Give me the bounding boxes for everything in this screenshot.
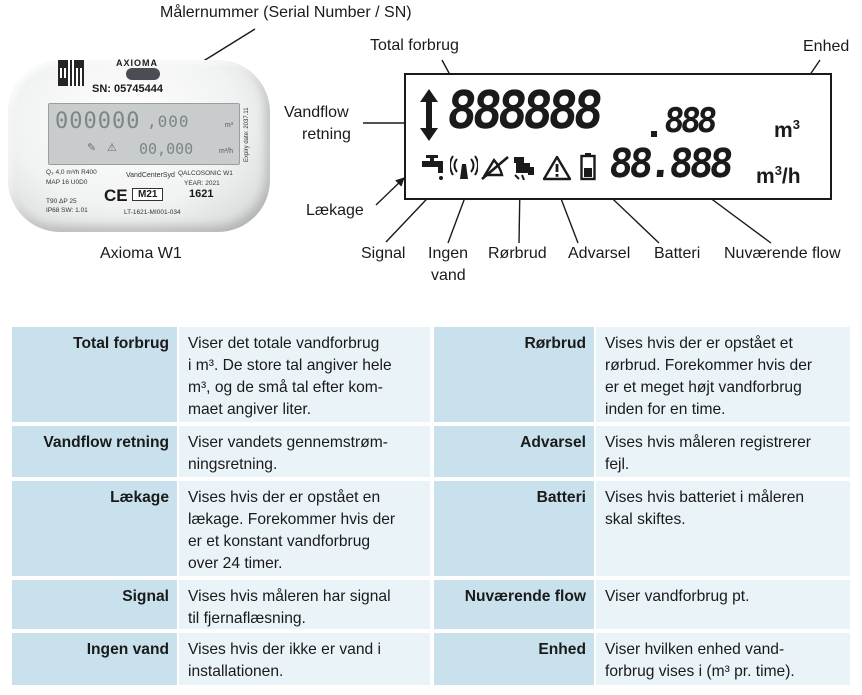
- lcd-decimal-point: [651, 131, 657, 137]
- lcd-unit-m3h-exp: 3: [774, 163, 782, 178]
- table-description-right-0: [596, 327, 850, 422]
- table-description-line: i m³. De store tal angiver hele: [188, 357, 392, 374]
- meter-expiry: Expiry date: 2037.11: [244, 107, 250, 162]
- table-description-line: skal skiftes.: [605, 511, 686, 528]
- table-term-left-4: Ingen vand: [12, 633, 177, 685]
- meter-m21: M21: [132, 188, 163, 201]
- meter-lt: LT-1621-MI001-034: [124, 209, 181, 216]
- battery-icon: [580, 153, 596, 181]
- meter-total-decimals: ,000: [147, 112, 190, 131]
- label-total-forbrug: Total forbrug: [370, 37, 459, 54]
- flow-direction-icon: [419, 89, 439, 141]
- label-enhed: Enhed: [803, 38, 850, 55]
- table-description-left-1: [179, 426, 430, 477]
- ce-mark: CE: [104, 186, 128, 205]
- table-description-left-4: [179, 633, 430, 685]
- label-nuvaerende-flow: Nuværende flow: [724, 245, 841, 262]
- meter-total-digits: 000000: [55, 109, 141, 134]
- table-description-line: rørbrud. Forekommer hvis der: [605, 357, 813, 374]
- table-term-right-1: Advarsel: [434, 426, 594, 477]
- qr-code-icon: [58, 60, 84, 86]
- meter-code: 1621: [189, 188, 214, 200]
- lcd-unit-m3h: [756, 163, 801, 189]
- lcd-unit-m3-exp: 3: [792, 117, 800, 132]
- table-term-left-0: Total forbrug: [12, 327, 177, 422]
- meter-spec-4: IP68 SW: 1.01: [46, 207, 88, 214]
- meter-brand: AXIOMA: [116, 58, 158, 68]
- meter-model: QALCOSONIC W1: [178, 170, 233, 177]
- table-description-line: Viser det totale vandforbrug: [188, 335, 380, 352]
- table-term-right-0: Rørbrud: [434, 327, 594, 422]
- table-description-line: maet angiver liter.: [188, 401, 312, 418]
- label-vandflow-2: retning: [302, 126, 351, 143]
- label-signal: Signal: [361, 245, 406, 262]
- warning-icon: [542, 155, 572, 181]
- label-roerbrud: Rørbrud: [488, 245, 547, 262]
- table-description-left-2: [179, 481, 430, 576]
- meter-photo: [8, 60, 270, 232]
- label-batteri: Batteri: [654, 245, 701, 262]
- meter-mini-display: [48, 103, 240, 165]
- table-description-line: forbrug vises i (m³ pr. time).: [605, 663, 795, 680]
- meter-warning-icon: ⚠: [107, 142, 117, 154]
- table-term-left-2: Lækage: [12, 481, 177, 576]
- meter-button: [126, 68, 160, 80]
- meter-year: YEAR: 2021: [184, 180, 220, 187]
- table-description-line: Vises hvis måleren har signal: [188, 588, 391, 605]
- signal-icon: [450, 155, 478, 181]
- lcd-display: [404, 73, 832, 200]
- table-description-left-3: [179, 580, 430, 629]
- lcd-unit-m3h-base: m: [756, 165, 775, 188]
- label-laekage: Lækage: [306, 202, 364, 219]
- label-vandflow-1: Vandflow: [284, 104, 349, 121]
- table-description-line: Viser vandets gennemstrøm-: [188, 434, 388, 451]
- table-description-line: installationen.: [188, 663, 284, 680]
- table-description-line: over 24 timer.: [188, 555, 283, 572]
- meter-unit-m3: m³: [224, 122, 233, 129]
- table-description-line: er et meget højt vandforbrug: [605, 379, 802, 396]
- lcd-flow-digits: 88.888: [606, 141, 732, 187]
- meter-caption: Axioma W1: [100, 245, 182, 262]
- lcd-unit-m3h-tail: /h: [781, 165, 801, 188]
- leak-tap-icon: [420, 155, 450, 181]
- table-description-line: inden for en time.: [605, 401, 726, 418]
- table-description-line: lækage. Forekommer hvis der: [188, 511, 396, 528]
- table-description-right-2: [596, 481, 850, 576]
- arrow-laekage: [376, 178, 404, 205]
- table-description-right-4: [596, 633, 850, 685]
- meter-no-water-icon: ✎: [87, 142, 97, 154]
- lcd-total-digits: 888888: [443, 81, 602, 141]
- pipe-burst-icon: [512, 153, 538, 181]
- table-term-right-2: Batteri: [434, 481, 594, 576]
- table-description-line: til fjernaflæsning.: [188, 610, 306, 627]
- table-description-line: Vises hvis der er opstået en: [188, 489, 381, 506]
- table-description-line: Viser vandforbrug pt.: [605, 588, 750, 605]
- table-description-line: m³, og de små tal efter kom-: [188, 379, 383, 396]
- table-description-right-1: [596, 426, 850, 477]
- table-term-right-4: Enhed: [434, 633, 594, 685]
- serial-number-label: Målernummer (Serial Number / SN): [160, 4, 412, 21]
- table-description-line: er et konstant vandforbrug: [188, 533, 371, 550]
- lcd-litre-digits: 888: [661, 101, 716, 141]
- table-description-line: Vises hvis måleren registrerer: [605, 434, 811, 451]
- meter-spec-2: MAP 16 U0D0: [46, 179, 88, 186]
- label-ingen-1: Ingen: [428, 245, 469, 262]
- meter-unit-m3h: m³/h: [219, 148, 233, 155]
- no-water-icon: [480, 155, 510, 181]
- table-description-line: Vises hvis batteriet i måleren: [605, 489, 805, 506]
- table-term-left-1: Vandflow retning: [12, 426, 177, 477]
- table-description-line: Vises hvis der ikke er vand i: [188, 641, 381, 658]
- meter-spec-3: T90 ΔP 25: [46, 198, 77, 205]
- table-term-left-3: Signal: [12, 580, 177, 629]
- table-description-line: Vises hvis der er opstået et: [605, 335, 793, 352]
- table-description-line: ningsretning.: [188, 456, 278, 473]
- meter-company: VandCenterSyd: [126, 172, 175, 179]
- meter-spec-1: Q₃ 4,0 m³/h R400: [46, 169, 97, 176]
- meter-serial: SN: 05745444: [92, 83, 163, 95]
- table-description-line: fejl.: [605, 456, 630, 473]
- lcd-unit-m3: [774, 117, 800, 143]
- table-term-right-3: Nuværende flow: [434, 580, 594, 629]
- meter-flow-digits: 00,000: [139, 140, 194, 158]
- table-description-left-0: [179, 327, 430, 422]
- label-ingen-2: vand: [431, 267, 466, 284]
- lcd-unit-m3-base: m: [774, 119, 793, 142]
- table-description-right-3: [596, 580, 850, 629]
- label-advarsel: Advarsel: [568, 245, 631, 262]
- table-description-line: Viser hvilken enhed vand-: [605, 641, 785, 658]
